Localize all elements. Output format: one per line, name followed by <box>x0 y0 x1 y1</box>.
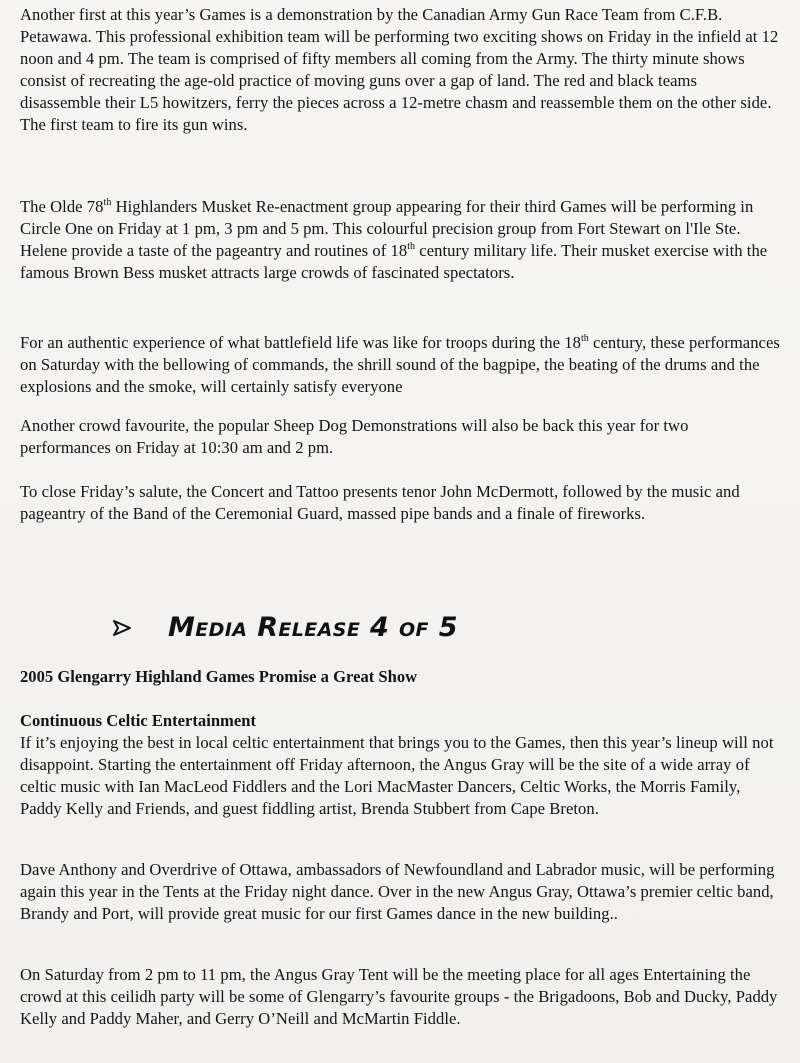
paragraph-highlanders-musket <box>20 196 780 284</box>
paragraph-sheep-dog: Another crowd favourite, the popular Sheep Dog Demonstrations will also be back this year for two performances on Friday at 10:30 am and 2 pm. <box>20 416 689 457</box>
paragraph-battlefield-experience <box>20 332 780 398</box>
paragraph-friday-dance: Dave Anthony and Overdrive of Ottawa, ambassadors of Newfoundland and Labrador music, will be performing again this year in the Tents at the Friday night dance. Over in the new Angus Gray, Ottawa’s premier celtic band, Brandy and Port, will provide great music for our first Games dance in the new building.. <box>20 860 775 923</box>
text-fragment: century military life. Their musket exercise with the famous Brown Bess musket attracts large crowds of fascinated spectators. <box>20 241 768 282</box>
paragraph-gun-race: Another first at this year’s Games is a demonstration by the Canadian Army Gun Race Team from C.F.B. Petawawa. This professional exhibition team will be performing two exciting shows on Friday in the infield at 12 noon and 4 pm. The team is comprised of fifty members all coming from the Army. The thirty minute shows consist of recreating the age-old practice of moving guns over a gap of land. The red and black teams disassemble their L5 howitzers, ferry the pieces across a 12-metre chasm and reassemble them on the other side. The first team to fire its gun wins. <box>20 5 779 134</box>
section-heading: Continuous Celtic Entertainment <box>20 711 256 730</box>
release-subtitle: 2005 Glengarry Highland Games Promise a Great Show <box>20 667 418 686</box>
text-fragment: For an authentic experience of what battlefield life was like for troops during the 18 <box>20 333 581 352</box>
media-release-heading <box>112 612 458 643</box>
arrow-bullet-icon <box>112 618 132 638</box>
media-release-title: Media Release 4 of 5 <box>168 612 458 643</box>
superscript-ordinal: th <box>580 333 589 344</box>
text-fragment: Highlanders Musket Re-enactment group appearing for their third Games will be performing in Circle One on Friday at 1 pm, 3 pm and 5 pm. This colourful precision group from Fort Stewart on l'Ile Ste. Helene provide a taste of the pageantry and routines of 18 <box>20 197 754 260</box>
superscript-ordinal: th <box>407 241 416 252</box>
paragraph-saturday-ceilidh: On Saturday from 2 pm to 11 pm, the Angus Gray Tent will be the meeting place for all ages Entertaining the crowd at this ceilidh party will be some of Glengarry’s favourite groups - the Brigadoons, Bob and Ducky, Paddy Kelly and Paddy Maher, and Gerry O’Neill and McMartin Fiddle. <box>20 965 778 1028</box>
superscript-ordinal: th <box>103 197 112 208</box>
paragraph-concert-tattoo: To close Friday’s salute, the Concert and Tattoo presents tenor John McDermott, followed by the music and pageantry of the Band of the Ceremonial Guard, massed pipe bands and a finale of fireworks. <box>20 482 740 523</box>
text-fragment: century, these performances on Saturday with the bellowing of commands, the shrill sound of the bagpipe, the beating of the drums and the explosions and the smoke, will certainly satisfy everyone <box>20 333 780 396</box>
paragraph-celtic-lineup: If it’s enjoying the best in local celtic entertainment that brings you to the Games, then this year’s lineup will not disappoint. Starting the entertainment off Friday afternoon, the Angus Gray will be the site of a wide array of celtic music with Ian MacLeod Fiddlers and the Lori MacMaster Dancers, Celtic Works, the Morris Family, Paddy Kelly and Friends, and guest fiddling artist, Brenda Stubbert from Cape Breton. <box>20 733 774 818</box>
text-fragment: The Olde 78 <box>20 197 104 216</box>
